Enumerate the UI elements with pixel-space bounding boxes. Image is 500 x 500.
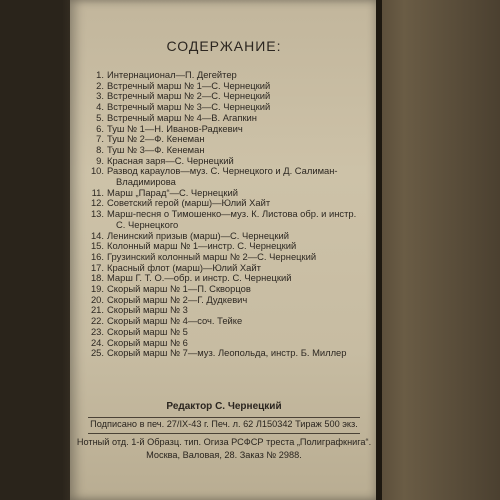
toc-entry-title: Встречный марш № 3—С. Чернецкий: [107, 101, 271, 113]
toc-entry-title: Встречный марш № 4—В. Агапкин: [107, 111, 257, 123]
printer-address: Москва, Валовая, 28. Заказ № 2988.: [146, 450, 302, 460]
book-page: [70, 0, 378, 500]
toc-entry-continuation: Владимирова: [116, 176, 176, 188]
toc-entry-number: 25.: [90, 347, 104, 359]
toc-entry-number: 14.: [90, 229, 104, 241]
toc-entry-number: 7.: [96, 133, 104, 145]
toc-entry-title: Скорый марш № 3: [107, 304, 188, 316]
toc-entry-title: Скорый марш № 6: [107, 336, 188, 348]
toc-entry-title: Красная заря—С. Чернецкий: [107, 154, 234, 166]
editor-line: Редактор С. Чернецкий: [166, 401, 282, 412]
printer-details: Нотный отд. 1-й Образц. тип. Огиза РСФСР треста „Полиграфкнига“.: [76, 437, 372, 447]
toc-entry-title: Ленинский призыв (марш)—С. Чернецкий: [107, 229, 289, 241]
book-gutter: [376, 0, 382, 500]
toc-entry-title: Скорый марш № 2—Г. Дудкевич: [107, 293, 248, 305]
toc-entry-title: Скорый марш № 4—соч. Тейке: [107, 315, 243, 327]
toc-entry-number: 10.: [90, 165, 104, 177]
toc-entry-number: 18.: [90, 272, 104, 284]
toc-entry-title: Советский герой (марш)—Юлий Хайт: [107, 197, 271, 209]
toc-entry-title: Красный флот (марш)—Юлий Хайт: [107, 261, 261, 273]
toc-entry-title: Туш № 3—Ф. Кенеман: [107, 143, 205, 155]
toc-entry-title: Марш-песня о Тимошенко—муз. К. Листова обр. и инстр.: [107, 208, 357, 220]
toc-entry-number: 12.: [90, 197, 104, 209]
toc-entry-title: Туш № 1—Н. Иванов-Радкевич: [107, 122, 243, 134]
toc-entry-title: Скорый марш № 5: [107, 325, 188, 337]
toc-entry-number: 23.: [90, 325, 104, 337]
print-details: Подписано в печ. 27/IX-43 г. Печ. л. 62 Л150342 Тираж 500 экз.: [90, 419, 358, 429]
toc-entry-number: 19.: [90, 283, 104, 295]
colophon: [70, 400, 378, 462]
toc-entry-number: 3.: [96, 90, 104, 102]
toc-entry-title: Колонный марш № 1—инстр. С. Чернецкий: [107, 240, 297, 252]
toc-entry-number: 4.: [96, 101, 104, 113]
toc-entry: [84, 348, 380, 359]
toc-entry-number: 8.: [96, 143, 104, 155]
toc-entry-number: 5.: [96, 111, 104, 123]
toc-entry-number: 1.: [96, 69, 104, 80]
toc-entry-number: 11.: [91, 186, 104, 198]
toc-entry-number: 13.: [90, 208, 104, 220]
toc-entry-title: Туш № 2—Ф. Кенеман: [107, 133, 205, 145]
toc-entry-continuation: С. Чернецкого: [116, 218, 179, 230]
toc-entry-title: Скорый марш № 1—П. Скворцов: [107, 283, 251, 295]
page-heading: СОДЕРЖАНИЕ:: [166, 38, 282, 54]
toc-entry-title: Интернационал—П. Дегейтер: [107, 69, 237, 80]
toc-entry-title: Скорый марш № 7—муз. Леопольда, инстр. Б. Миллер: [107, 347, 347, 359]
adjacent-page: [380, 0, 500, 500]
toc-entry-number: 6.: [96, 122, 104, 134]
toc-entry-number: 15.: [90, 240, 104, 252]
toc-entry-number: 17.: [90, 261, 104, 273]
toc-entry-title: Развод караулов—муз. С. Чернецкого и Д. Салиман-: [107, 165, 338, 177]
toc-entry-number: 22.: [90, 315, 104, 327]
colophon-rule-middle: [88, 433, 360, 434]
toc-entry-number: 9.: [96, 154, 104, 166]
toc-entry-number: 16.: [90, 250, 104, 262]
table-of-contents: [84, 70, 380, 359]
toc-entry-title: Встречный марш № 1—С. Чернецкий: [107, 79, 271, 91]
toc-entry-title: Грузинский колонный марш № 2—С. Чернецкий: [107, 250, 317, 262]
toc-entry-title: Встречный марш № 2—С. Чернецкий: [107, 90, 271, 102]
toc-entry-title: Марш „Парад“—С. Чернецкий: [107, 186, 238, 198]
toc-entry-number: 20.: [90, 293, 104, 305]
toc-entry-title: Марш Г. Т. О.—обр. и инстр. С. Чернецкий: [107, 272, 292, 284]
toc-entry-number: 21.: [90, 304, 104, 316]
toc-entry-number: 24.: [90, 336, 104, 348]
toc-entry-number: 2.: [96, 79, 104, 91]
